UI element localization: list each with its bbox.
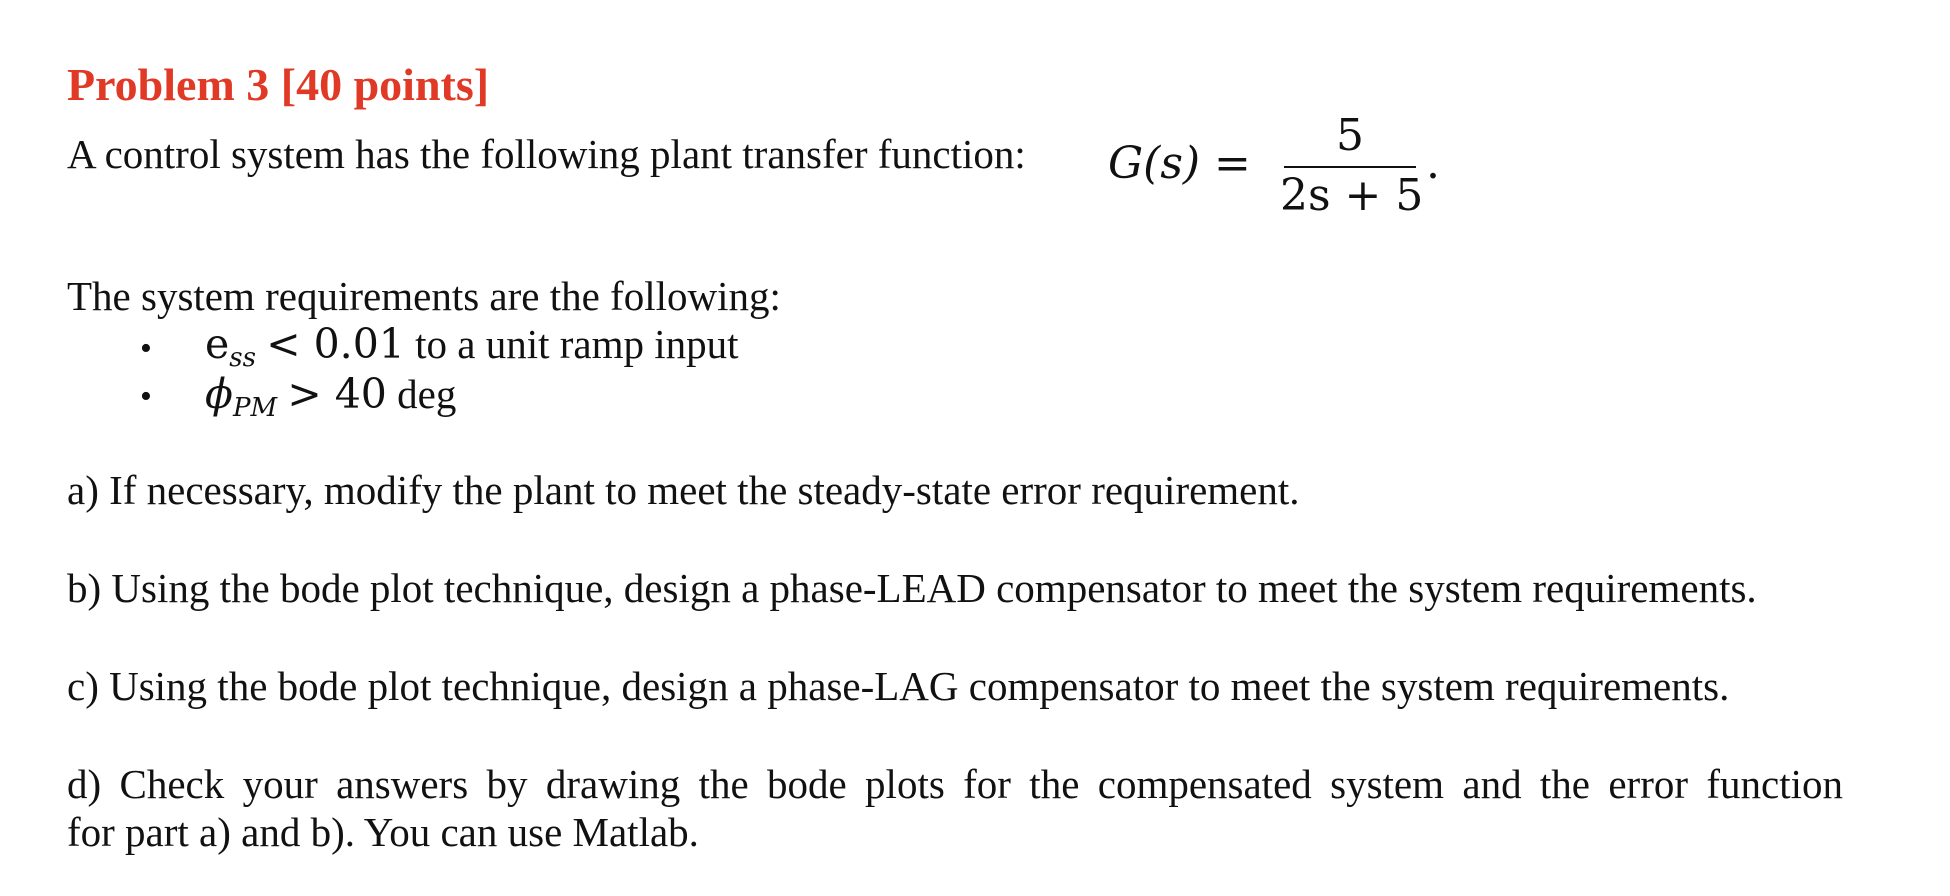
part-c: c) Using the bode plot technique, design a phase-LAG compensator to meet the system requirements.	[67, 663, 1730, 709]
requirement-steady-state-error	[205, 320, 739, 373]
requirement-inequality: < 0.01	[266, 320, 405, 368]
part-d-line-2: for part a) and b). You can use Matlab.	[67, 809, 699, 855]
part-b: b) Using the bode plot technique, design a phase-LEAD compensator to meet the system requirements.	[67, 565, 1757, 611]
requirement-subscript: ss	[229, 343, 256, 373]
equation-denominator: 2s + 5	[1280, 170, 1424, 221]
requirement-phase-margin	[205, 370, 456, 423]
requirement-symbol: ϕ	[205, 370, 233, 418]
requirement-inequality: > 40	[287, 370, 387, 418]
intro-text: A control system has the following plant transfer function:	[67, 131, 1026, 177]
requirement-subscript: PM	[232, 393, 278, 423]
equation-lhs: G(s) =	[1108, 138, 1251, 189]
equation-numerator: 5	[1336, 110, 1364, 161]
part-a: a) If necessary, modify the plant to meet the steady-state error requirement.	[67, 467, 1300, 513]
equation-fraction	[1280, 108, 1424, 224]
requirements-heading: The system requirements are the following:	[67, 273, 781, 319]
problem-title: Problem 3 [40 points]	[67, 59, 490, 110]
requirement-text: to a unit ramp input	[415, 321, 739, 367]
bullet-icon: •	[140, 378, 152, 415]
part-d-line-1: d) Check your answers by drawing the bode plots for the compensated system and the error function	[67, 761, 1843, 807]
requirement-text: deg	[397, 371, 457, 417]
bullet-icon: •	[140, 330, 152, 367]
equation-trailing-period: .	[1426, 138, 1440, 189]
requirement-symbol: e	[205, 320, 230, 368]
